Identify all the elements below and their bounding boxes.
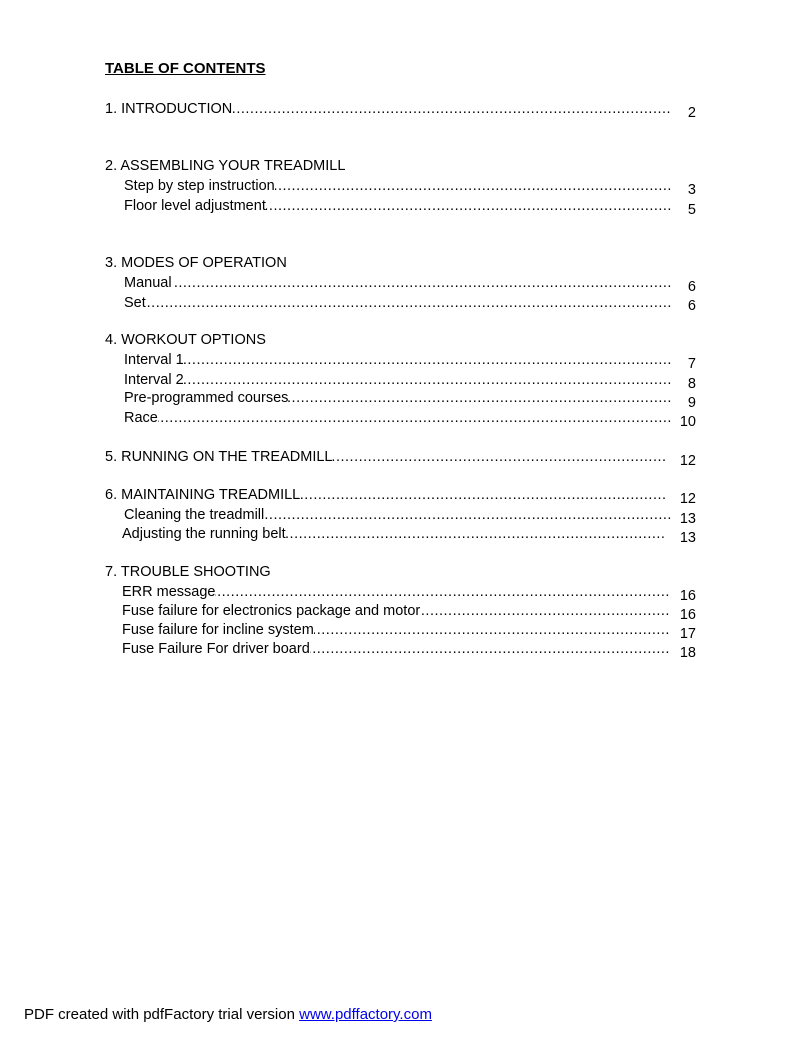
toc-entry-label: Fuse Failure For driver board xyxy=(122,641,310,657)
toc-entry-label: Pre-programmed courses xyxy=(124,390,289,406)
toc-section-heading: 4. WORKOUT OPTIONS xyxy=(105,332,266,348)
toc-entry-label: Race xyxy=(124,410,158,426)
toc-entry[interactable] xyxy=(124,351,671,369)
pdf-footer xyxy=(24,1006,432,1023)
toc-entry[interactable] xyxy=(124,294,671,312)
toc-entry-maintaining[interactable] xyxy=(105,486,666,504)
toc-entry-label: Cleaning the treadmill xyxy=(124,507,265,523)
toc-entry[interactable] xyxy=(122,621,671,639)
toc-entry[interactable] xyxy=(124,177,671,195)
toc-entry-label: 1. INTRODUCTION xyxy=(105,101,233,117)
toc-section-heading: 3. MODES OF OPERATION xyxy=(105,255,287,271)
toc-entry-label: Fuse failure for incline system xyxy=(122,622,314,638)
toc-page-number: 12 xyxy=(679,453,696,469)
toc-entry-label: Interval 1 xyxy=(124,352,184,368)
toc-page-number: 5 xyxy=(687,202,696,218)
toc-entry-introduction[interactable] xyxy=(105,100,671,118)
toc-entry[interactable] xyxy=(124,389,671,407)
toc-entry-label: Step by step instruction xyxy=(124,178,275,194)
footer-link[interactable]: www.pdffactory.com xyxy=(299,1006,432,1023)
toc-entry-label: ERR message xyxy=(122,584,216,600)
toc-entry[interactable] xyxy=(122,583,671,601)
toc-entry-label: Fuse failure for electronics package and motor xyxy=(122,603,421,619)
toc-page-number: 6 xyxy=(687,298,696,314)
toc-entry[interactable] xyxy=(124,371,671,389)
toc-page-number: 16 xyxy=(679,607,696,623)
toc-entry[interactable] xyxy=(122,525,666,543)
toc-entry-label: 5. RUNNING ON THE TREADMILL xyxy=(105,449,333,465)
toc-page-number: 16 xyxy=(679,588,696,604)
toc-page-number: 10 xyxy=(679,414,696,430)
toc-entry-label: Adjusting the running belt xyxy=(122,526,286,542)
toc-page-number: 17 xyxy=(679,626,696,642)
toc-entry[interactable] xyxy=(124,274,671,292)
toc-entry-label: Set xyxy=(124,295,146,311)
toc-entry-running[interactable] xyxy=(105,448,666,466)
toc-page-number: 9 xyxy=(687,395,696,411)
toc-entry-label: Manual xyxy=(124,275,172,291)
toc-entry-label: Interval 2 xyxy=(124,372,184,388)
toc-page-number: 8 xyxy=(687,376,696,392)
toc-entry[interactable] xyxy=(122,602,671,620)
toc-entry[interactable] xyxy=(124,506,671,524)
toc-page-number: 18 xyxy=(679,645,696,661)
toc-page-number: 12 xyxy=(679,491,696,507)
footer-text: PDF created with pdfFactory trial version xyxy=(24,1006,300,1023)
toc-entry[interactable] xyxy=(124,409,671,427)
toc-entry[interactable] xyxy=(122,640,671,658)
toc-section-heading: 2. ASSEMBLING YOUR TREADMILL xyxy=(105,158,346,174)
toc-page-number: 7 xyxy=(687,356,696,372)
toc-page-number: 6 xyxy=(687,279,696,295)
toc-entry[interactable] xyxy=(124,197,671,215)
toc-entry-label: Floor level adjustment xyxy=(124,198,266,214)
toc-section-heading: 7. TROUBLE SHOOTING xyxy=(105,564,271,580)
toc-entry-label: 6. MAINTAINING TREADMILL xyxy=(105,487,301,503)
toc-page-number: 13 xyxy=(679,511,696,527)
toc-title: TABLE OF CONTENTS xyxy=(105,60,266,77)
toc-page-number: 3 xyxy=(687,182,696,198)
toc-page-number: 2 xyxy=(687,105,696,121)
toc-page-number: 13 xyxy=(679,530,696,546)
